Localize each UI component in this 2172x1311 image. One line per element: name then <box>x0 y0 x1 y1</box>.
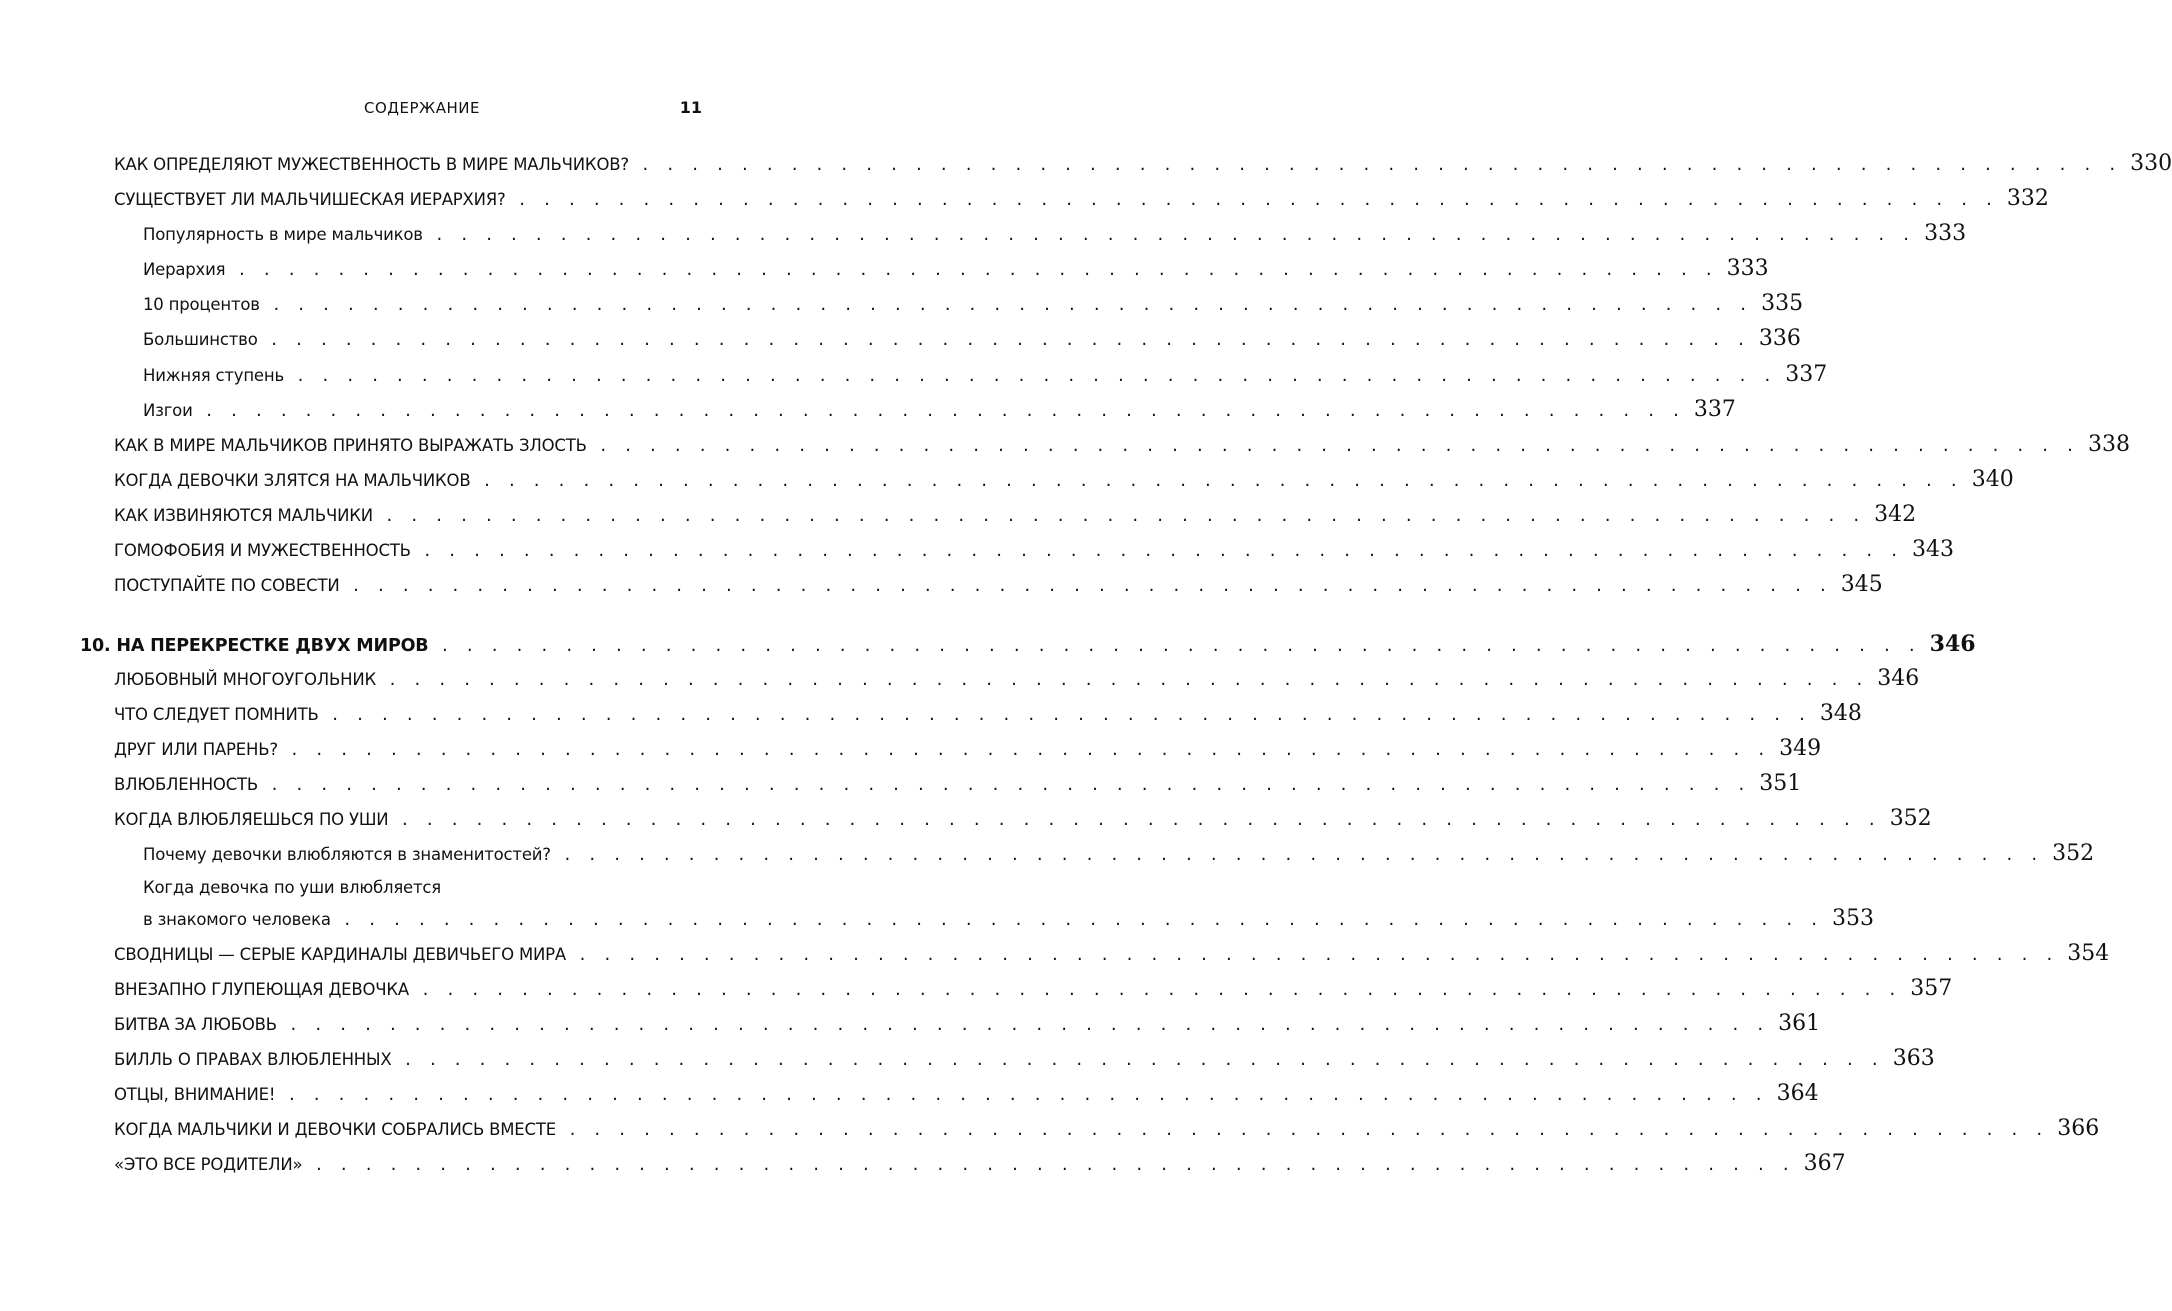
toc-entry <box>114 466 2014 494</box>
toc-entry-title: КАК ОПРЕДЕЛЯЮТ МУЖЕСТВЕННОСТЬ В МИРЕ МАЛЬЧИКОВ? <box>114 155 629 174</box>
toc-entry <box>114 735 1822 763</box>
toc-entry-page: 337 <box>1785 362 1828 387</box>
toc-entry <box>114 1080 1819 1108</box>
toc-entry-title: ВНЕЗАПНО ГЛУПЕЮЩАЯ ДЕВОЧКА <box>114 980 410 999</box>
toc-entry-page: 342 <box>1874 502 1917 527</box>
toc-entry-title: Нижняя ступень <box>143 366 284 385</box>
toc-subentry <box>143 255 1769 283</box>
toc-entry <box>114 431 2130 459</box>
chapter-number: 10. <box>80 636 111 656</box>
toc-entry-page: 343 <box>1912 537 1955 562</box>
toc-entry-title: ВЛЮБЛЕННОСТЬ <box>114 775 259 794</box>
toc-entry-title: КОГДА МАЛЬЧИКИ И ДЕВОЧКИ СОБРАЛИСЬ ВМЕСТЕ <box>114 1120 556 1139</box>
toc-entry-page: 333 <box>1924 221 1967 246</box>
page-number: 11 <box>679 98 702 117</box>
toc-entry-page: 349 <box>1779 736 1822 761</box>
toc-subentry <box>143 290 1804 318</box>
dot-leader: . . . . . . . . . . . . . . . . . . . . . . . . . . . . . . . . . . . . . . . . . . . . . . . . . . . . . . . . . . . . <box>314 1156 1794 1174</box>
dot-leader: . . . . . . . . . . . . . . . . . . . . . . . . . . . . . . . . . . . . . . . . . . . . . . . . . . . . . . . . . . . . <box>295 367 1776 385</box>
toc-entry-title: КОГДА ВЛЮБЛЯЕШЬСЯ ПО УШИ <box>114 810 389 829</box>
toc-entry-title: СУЩЕСТВУЕТ ЛИ МАЛЬЧИШЕСКАЯ ИЕРАРХИЯ? <box>114 190 506 209</box>
toc-entry <box>114 1150 1846 1178</box>
dot-leader: . . . . . . . . . . . . . . . . . . . . . . . . . . . . . . . . . . . . . . . . . . . . . . . . . . . . . . . . . . . . <box>517 191 1997 209</box>
toc-entry <box>114 805 1932 833</box>
dot-leader: . . . . . . . . . . . . . . . . . . . . . . . . . . . . . . . . . . . . . . . . . . . . . . . . . . . . . . . . . . . . <box>288 1016 1769 1034</box>
toc-entry-title: БИТВА ЗА ЛЮБОВЬ <box>114 1015 277 1034</box>
dot-leader: . . . . . . . . . . . . . . . . . . . . . . . . . . . . . . . . . . . . . . . . . . . . . . . . . . . . . . . . . . . . <box>237 261 1717 279</box>
toc-subentry <box>143 905 1875 933</box>
toc-entry-page: 335 <box>1761 291 1804 316</box>
dot-leader: . . . . . . . . . . . . . . . . . . . . . . . . . . . . . . . . . . . . . . . . . . . . . . . . . . . . . . . . . . . . <box>422 542 1903 560</box>
toc-entry-title: «ЭТО ВСЕ РОДИТЕЛИ» <box>114 1155 303 1174</box>
toc-entry-page: 345 <box>1840 572 1883 597</box>
toc-entry-title: 10 процентов <box>143 295 260 314</box>
toc-entry <box>114 1010 1821 1038</box>
toc-entry-title: СВОДНИЦЫ — СЕРЫЕ КАРДИНАЛЫ ДЕВИЧЬЕГО МИРА <box>114 945 566 964</box>
dot-leader: . . . . . . . . . . . . . . . . . . . . . . . . . . . . . . . . . . . . . . . . . . . . . . . . . . . . . . . . . . . . <box>567 1121 2048 1139</box>
toc-entry <box>114 665 1920 693</box>
toc-entry-title: ПОСТУПАЙТЕ ПО СОВЕСТИ <box>114 576 340 595</box>
toc-entry-title: ОТЦЫ, ВНИМАНИЕ! <box>114 1085 276 1104</box>
toc-entry-title: КАК В МИРЕ МАЛЬЧИКОВ ПРИНЯТО ВЫРАЖАТЬ ЗЛОСТЬ <box>114 436 587 455</box>
toc-subentry <box>143 325 1801 353</box>
toc-entry-page: 352 <box>2052 841 2095 866</box>
dot-leader: . . . . . . . . . . . . . . . . . . . . . . . . . . . . . . . . . . . . . . . . . . . . . . . . . . . . . . . . . . . . <box>578 946 2058 964</box>
dot-leader: . . . . . . . . . . . . . . . . . . . . . . . . . . . . . . . . . . . . . . . . . . . . . . . . . . . . . . . . . . . . <box>421 981 1901 999</box>
toc-entry-title: ЧТО СЛЕДУЕТ ПОМНИТЬ <box>114 705 319 724</box>
dot-leader: . . . . . . . . . . . . . . . . . . . . . . . . . . . . . . . . . . . . . . . . . . . . . . . . . . . . . . . . . . . . <box>598 437 2078 455</box>
toc-entry <box>114 150 2172 178</box>
toc-entry-page: 340 <box>1971 467 2014 492</box>
toc-chapter-title <box>80 632 428 660</box>
section-title: СОДЕРЖАНИЕ <box>364 99 480 117</box>
toc-subentry <box>143 220 1967 248</box>
dot-leader: . . . . . . . . . . . . . . . . . . . . . . . . . . . . . . . . . . . . . . . . . . . . . . . . . . . . . . . . . . . . <box>270 776 1750 794</box>
toc-entry-title: КОГДА ДЕВОЧКИ ЗЛЯТСЯ НА МАЛЬЧИКОВ <box>114 471 471 490</box>
dot-leader: . . . . . . . . . . . . . . . . . . . . . . . . . . . . . . . . . . . . . . . . . . . . . . . . . . . . . . . . . . . . <box>269 331 1749 349</box>
running-head <box>0 96 844 120</box>
toc-entry <box>114 975 1953 1003</box>
toc-entry <box>114 536 1955 564</box>
toc-entry-page: 367 <box>1803 1151 1846 1176</box>
dot-leader: . . . . . . . . . . . . . . . . . . . . . . . . . . . . . . . . . . . . . . . . . . . . . . . . . . . . . . . . . . . . <box>482 472 1962 490</box>
toc-entry <box>114 700 1862 728</box>
toc-entry <box>114 1045 1935 1073</box>
toc-entry <box>114 501 1917 529</box>
dot-leader: . . . . . . . . . . . . . . . . . . . . . . . . . . . . . . . . . . . . . . . . . . . . . . . . . . . . . . . . . . . . <box>400 811 1880 829</box>
dot-leader: . . . . . . . . . . . . . . . . . . . . . . . . . . . . . . . . . . . . . . . . . . . . . . . . . . . . . . . . . . . . <box>562 846 2043 864</box>
toc-entry-page: 364 <box>1776 1081 1819 1106</box>
toc-subentry <box>143 361 1828 389</box>
toc-entry-title: ЛЮБОВНЫЙ МНОГОУГОЛЬНИК <box>114 670 376 689</box>
toc-entry <box>114 185 2049 213</box>
dot-leader: . . . . . . . . . . . . . . . . . . . . . . . . . . . . . . . . . . . . . . . . . . . . . . . . . . . . . . . . . . . . <box>351 577 1831 595</box>
toc-entry-page: 330 <box>2130 151 2172 176</box>
toc-entry-page: 357 <box>1910 976 1953 1001</box>
toc-entry-title: Иерархия <box>143 260 226 279</box>
toc-entry-page: 352 <box>1889 806 1932 831</box>
toc-entry-title: в знакомого человека <box>143 910 331 929</box>
toc-entry-page: 351 <box>1759 771 1802 796</box>
toc-subentry <box>143 396 1736 424</box>
toc-entry-title: БИЛЛЬ О ПРАВАХ ВЛЮБЛЕННЫХ <box>114 1050 392 1069</box>
toc-entry-page: 336 <box>1758 326 1801 351</box>
dot-leader: . . . . . . . . . . . . . . . . . . . . . . . . . . . . . . . . . . . . . . . . . . . . . . . . . . . . . . . . . . . . <box>640 156 2121 174</box>
toc-entry-title: Большинство <box>143 330 258 349</box>
dot-leader: . . . . . . . . . . . . . . . . . . . . . . . . . . . . . . . . . . . . . . . . . . . . . . . . . . . . . . . . . . . . <box>330 706 1810 724</box>
dot-leader: . . . . . . . . . . . . . . . . . . . . . . . . . . . . . . . . . . . . . . . . . . . . . . . . . . . . . . . . . . . . <box>384 507 1865 525</box>
toc-entry-title: ГОМОФОБИЯ И МУЖЕСТВЕННОСТЬ <box>114 541 411 560</box>
dot-leader: . . . . . . . . . . . . . . . . . . . . . . . . . . . . . . . . . . . . . . . . . . . . . . . . . . . . . . . . . . . . <box>403 1051 1883 1069</box>
toc-entry-page: 333 <box>1726 256 1769 281</box>
toc-entry <box>114 1115 2100 1143</box>
toc-entry-title: ДРУГ ИЛИ ПАРЕНЬ? <box>114 740 278 759</box>
dot-leader: . . . . . . . . . . . . . . . . . . . . . . . . . . . . . . . . . . . . . . . . . . . . . . . . . . . . . . . . . . . . <box>271 296 1752 314</box>
dot-leader: . . . . . . . . . . . . . . . . . . . . . . . . . . . . . . . . . . . . . . . . . . . . . . . . . . . . . . . . . . . . <box>289 741 1770 759</box>
toc-entry-title: КАК ИЗВИНЯЮТСЯ МАЛЬЧИКИ <box>114 506 373 525</box>
toc-entry-page: 366 <box>2057 1116 2100 1141</box>
toc-entry-page: 354 <box>2067 941 2110 966</box>
toc-entry-page: 348 <box>1819 701 1862 726</box>
toc-subentry <box>143 840 2095 868</box>
toc-entry-page: 337 <box>1693 397 1736 422</box>
dot-leader: . . . . . . . . . . . . . . . . . . . . . . . . . . . . . . . . . . . . . . . . . . . . . . . . . . . . . . . . . . . . <box>287 1086 1767 1104</box>
dot-leader: . . . . . . . . . . . . . . . . . . . . . . . . . . . . . . . . . . . . . . . . . . . . . . . . . . . . . . . . . . . . <box>387 671 1868 689</box>
toc-chapter-heading <box>80 630 1976 658</box>
toc-entry-page: 346 <box>1929 631 1976 657</box>
toc-entry-page: 332 <box>2006 186 2049 211</box>
toc-entry <box>114 940 2110 968</box>
toc-entry <box>114 571 1883 599</box>
toc-entry-page: 346 <box>1877 666 1920 691</box>
toc-entry-title: Почему девочки влюбляются в знаменитостей? <box>143 845 551 864</box>
toc-entry-title-line1: Когда девочка по уши влюбляется <box>143 878 442 897</box>
toc-entry-page: 361 <box>1778 1011 1821 1036</box>
toc-entry <box>114 770 1802 798</box>
dot-leader: . . . . . . . . . . . . . . . . . . . . . . . . . . . . . . . . . . . . . . . . . . . . . . . . . . . . . . . . . . . . <box>434 226 1915 244</box>
dot-leader: . . . . . . . . . . . . . . . . . . . . . . . . . . . . . . . . . . . . . . . . . . . . . . . . . . . . . . . . . . . . <box>342 911 1823 929</box>
toc-entry-title: Изгои <box>143 401 193 420</box>
toc-entry-page: 363 <box>1892 1046 1935 1071</box>
toc-entry-page: 338 <box>2087 432 2130 457</box>
toc-entry-page: 353 <box>1832 906 1875 931</box>
toc-entry-title: Популярность в мире мальчиков <box>143 225 423 244</box>
chapter-title-text: НА ПЕРЕКРЕСТКЕ ДВУХ МИРОВ <box>116 636 429 656</box>
dot-leader: . . . . . . . . . . . . . . . . . . . . . . . . . . . . . . . . . . . . . . . . . . . . . . . . . . . . . . . . . . . . <box>440 637 1920 655</box>
dot-leader: . . . . . . . . . . . . . . . . . . . . . . . . . . . . . . . . . . . . . . . . . . . . . . . . . . . . . . . . . . . . <box>204 402 1684 420</box>
